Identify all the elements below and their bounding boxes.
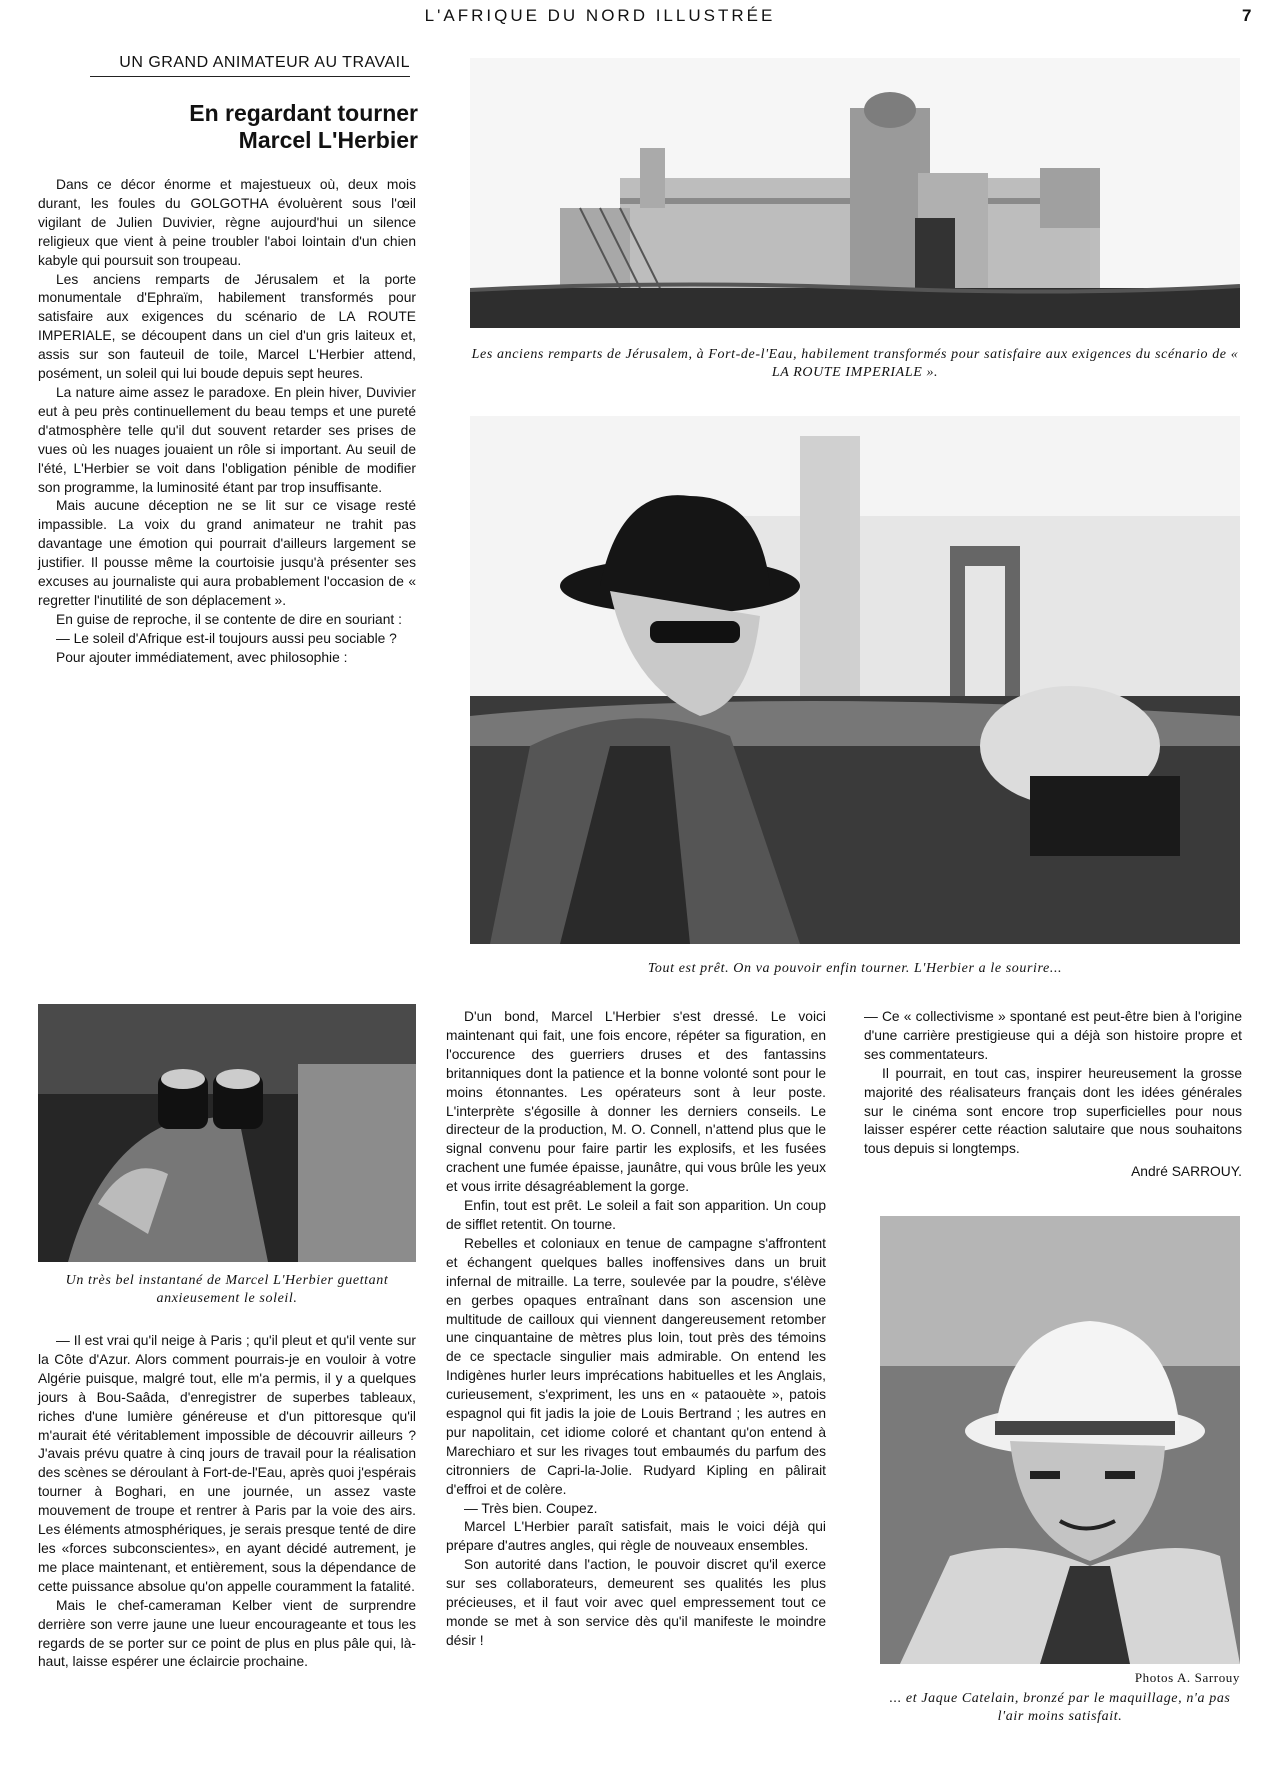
article-title bbox=[60, 100, 418, 154]
fortress-illustration bbox=[470, 58, 1240, 328]
paragraph: La nature aime assez le paradoxe. En plein hiver, Duvivier eut à peu près continuellement du beau temps et une pureté d'atmosphère telle qu'il dut souvent retarder ses prises de vues où les nuages jouaient un rôle si important. Au seuil de l'été, L'Herbier se voit dans l'obligation pénible de modifier son programme, la luminosité étant par trop insuffisante. bbox=[38, 384, 416, 495]
catelain-caption: ... et Jaque Catelain, bronzé par le maquillage, n'a pas l'air moins satisfait. bbox=[889, 1691, 1231, 1724]
paragraph: Dans ce décor énorme et majestueux où, deux mois durant, les foules du GOLGOTHA évoluèrent sous l'œil vigilant de Julien Duvivier, règne aujourd'hui un silence religieux que vient à peine troubler l'aboi lointain d'un chien kabyle qui poursuit son troupeau. bbox=[38, 177, 416, 268]
article-kicker: UN GRAND ANIMATEUR AU TRAVAIL bbox=[90, 54, 410, 77]
article-column-2 bbox=[446, 1008, 826, 1651]
binoculars-illustration bbox=[38, 1004, 416, 1262]
photo-credit: Photos A. Sarrouy bbox=[1134, 1670, 1240, 1685]
author-signature: André SARROUY. bbox=[1131, 1164, 1242, 1180]
paragraph: — Il est vrai qu'il neige à Paris ; qu'il pleut et qu'il vente sur la Côte d'Azur. Alors comment pourrais-je en vouloir à votre Algérie puisque, malgré tout, elle m'a permis, il y a quelques jours à Bou-Saâda, d'enregistrer de superbes tableaux, riches d'une lumière généreuse et d'un pittoresque qu'il m'aurait été véritablement impossible de découvrir ailleurs ? J'avais prévu quatre à cinq jours de travail pour la réalisation des scènes se déroulant à Fort-de-l'Eau, après quoi j'espérais tourner à Boghari, en une journée, un assez vaste mouvement de troupe et rentrer à Paris par la voie des airs. Les éléments atmosphériques, je serais presque tenté de dire les «forces subconscientes», en ayant décidé autrement, je me place maintenant, et entièrement, sous la dépendance de cette puissance absolue qu'on appelle couramment la fatalité. bbox=[38, 1333, 416, 1594]
catelain-photo bbox=[880, 1216, 1240, 1664]
paragraph: Les anciens remparts de Jérusalem et la porte monumentale d'Ephraïm, habilement transformés pour satisfaire aux exigences du scénario de LA ROUTE IMPERIALE, se découpent dans un ciel d'un gris laiteux et, assis sur son fauteuil de toile, Marcel L'Herbier attend, posément, un soleil qui lui boude depuis sept heures. bbox=[38, 271, 416, 382]
title-line-1: En regardant tourner bbox=[189, 100, 418, 126]
paragraph: — Ce « collectivisme » spontané est peut-être bien à l'origine d'une carrière prestigieuse qui a déjà son histoire propre et ses commentateurs. bbox=[864, 1009, 1242, 1062]
title-line-2: Marcel L'Herbier bbox=[238, 127, 418, 153]
fortress-caption: Les anciens remparts de Jérusalem, à Fort-de-l'Eau, habilement transformés pour satisfaire aux exigences du scénario de « LA ROUTE IMPERIALE ». bbox=[471, 347, 1239, 380]
paragraph: Mais aucune déception ne se lit sur ce visage resté impassible. La voix du grand animateur ne trahit pas davantage une émotion qui pourrait d'ailleurs largement se justifier. Il pousse même la courtoisie jusqu'à présenter ses excuses au journaliste qui aura probablement l'occasion de « regretter l'inutilité de son déplacement ». bbox=[38, 498, 416, 608]
article-column-3 bbox=[864, 1008, 1242, 1182]
director-caption: Tout est prêt. On va pouvoir enfin tourner. L'Herbier a le sourire... bbox=[647, 961, 1063, 976]
paragraph: Mais le chef-cameraman Kelber vient de surprendre derrière son verre jaune une lueur encourageante et tous les regards de se porter sur ce point de plus en plus pâle qui, là-haut, laisse espérer une éclaircie prochaine. bbox=[38, 1597, 416, 1670]
binoculars-caption: Un très bel instantané de Marcel L'Herbier guettant anxieusement le soleil. bbox=[65, 1273, 389, 1306]
page-number: 7 bbox=[1242, 6, 1252, 25]
paragraph: Marcel L'Herbier paraît satisfait, mais le voici déjà qui prépare d'autres angles, qui règle de nouveaux ensembles. bbox=[446, 1519, 826, 1554]
paragraph: D'un bond, Marcel L'Herbier s'est dressé. Le voici maintenant qui fait, une fois encore, répéter sa figuration, en l'occurence des guerriers druses et des fantassins britanniques dont la patience et la bonne volonté sont pour le moins étonnantes. Les opérateurs sont à leur poste. L'interprète s'égosille à donner les derniers conseils. Le directeur de la production, M. O. Connell, n'attend plus que le signal convenu pour faire partir les explosifs, et les fusées crachent une fumée épaisse, jaunâtre, qui vous brûle les yeux et vous irrite désagréablement la gorge. bbox=[446, 1009, 826, 1195]
article-column-1-continued bbox=[38, 1332, 416, 1672]
paragraph: — Le soleil d'Afrique est-il toujours aussi peu sociable ? bbox=[56, 630, 397, 646]
paragraph: En guise de reproche, il se contente de dire en souriant : bbox=[56, 611, 402, 627]
paragraph: — Très bien. Coupez. bbox=[464, 1500, 598, 1516]
fortress-photo bbox=[470, 58, 1240, 328]
paragraph: Enfin, tout est prêt. Le soleil a fait son apparition. Un coup de sifflet retentit. On tourne. bbox=[446, 1198, 826, 1232]
director-photo bbox=[470, 416, 1240, 944]
binoculars-photo bbox=[38, 1004, 416, 1262]
running-title: L'AFRIQUE DU NORD ILLUSTRÉE bbox=[424, 6, 776, 25]
catelain-illustration bbox=[880, 1216, 1240, 1664]
article-column-1 bbox=[38, 176, 416, 668]
paragraph: Rebelles et coloniaux en tenue de campagne s'affrontent et échangent quelques balles inoffensives dans un bruit infernal de mitraille. La terre, soulevée par la poudre, s'élève en gerbes opaques entraînant dans son ascension une multitude de cailloux qui viennent dangereusement retomber une cinquantaine de mètres plus loin, tout près des témoins de ce spectacle singulier mais admirable. On entend les Indigènes hurler leurs imprécations habituelles et les Anglais, curieusement, s'expriment, les uns en « pataouète », patois espagnol qui fit jadis la joie de Louis Bertrand ; les autres en pur napolitain, cet idiome coloré et chantant qu'on entend à Marechiaro et sur les rivages tout embaumés du parfum des citronniers de Capri-la-Jolie. Rudyard Kipling en pâlirait d'effroi et de colère. bbox=[446, 1235, 826, 1497]
paragraph: Il pourrait, en tout cas, inspirer heureusement la grosse majorité des réalisateurs français dont les idées générales sur le cinéma sont encore trop superficielles pour nous laisser espérer cette réaction salutaire que nous souhaitons tous depuis si longtemps. bbox=[864, 1065, 1242, 1157]
paragraph: Son autorité dans l'action, le pouvoir discret qu'il exerce sur ses collaborateurs, demeurent ses qualités les plus précieuses, et il faut voir avec quel empressement tout ce monde se met à son service dès qu'il manifeste le moindre désir ! bbox=[446, 1557, 826, 1648]
paragraph: Pour ajouter immédiatement, avec philosophie : bbox=[56, 649, 348, 665]
director-illustration bbox=[470, 416, 1240, 944]
